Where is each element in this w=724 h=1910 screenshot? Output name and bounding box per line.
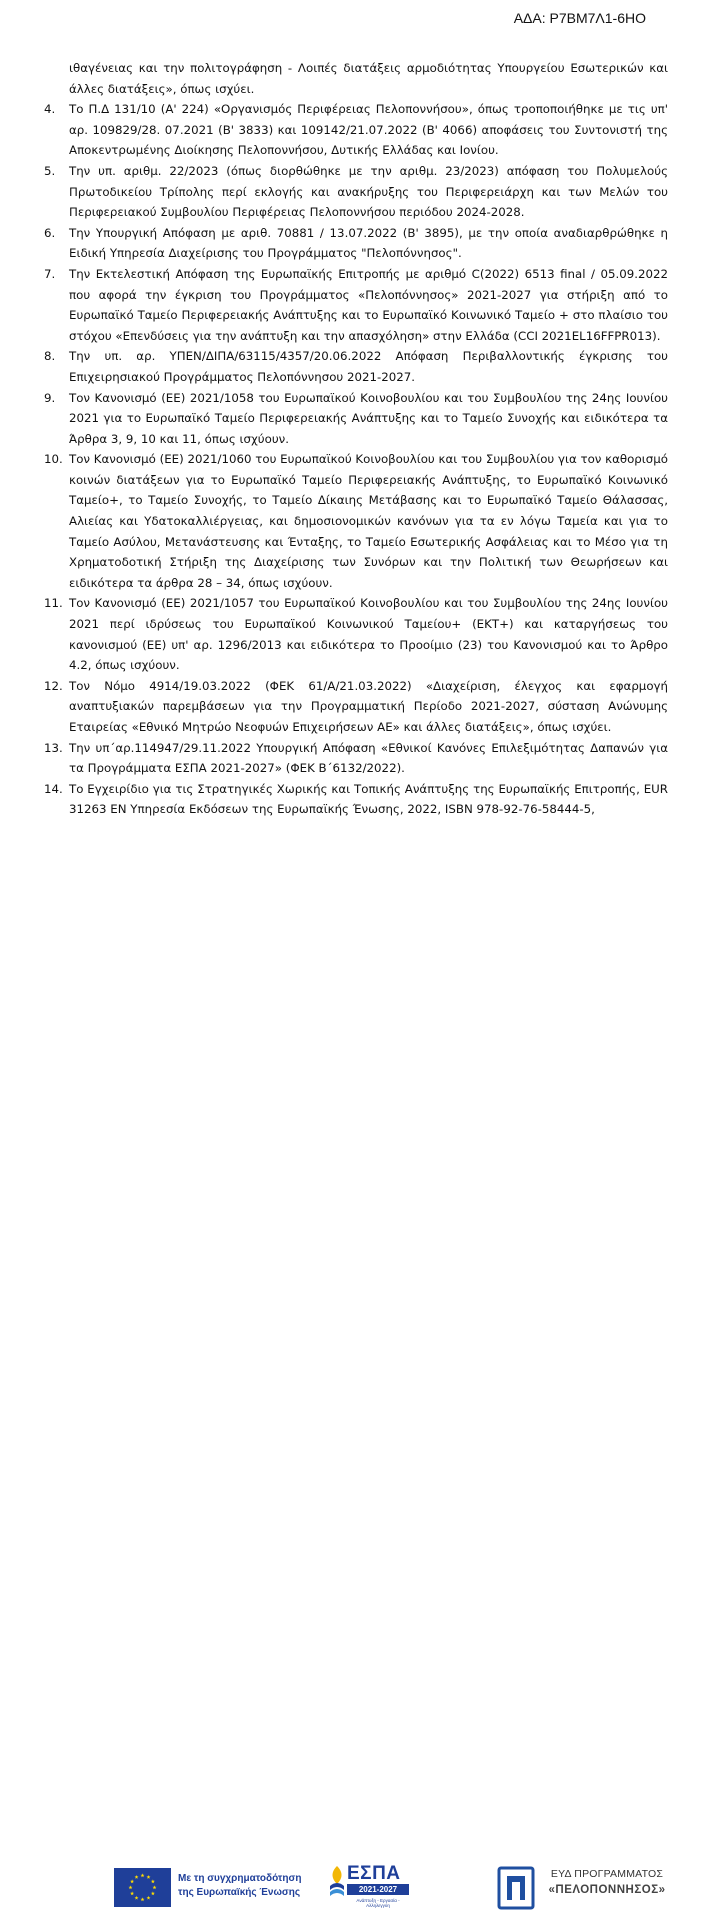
list-item	[44, 388, 668, 450]
footer-logos	[0, 928, 724, 1908]
list-item-number: 9.	[44, 390, 56, 405]
list-item	[44, 161, 668, 223]
list-item-number: 7.	[44, 266, 56, 281]
espa-emblem-icon	[328, 1864, 346, 1898]
list-item-text: Τον Νόμο 4914/19.03.2022 (ΦΕΚ 61/Α/21.03.2022) «Διαχείριση, έλεγχος και εφαρμογή αναπτυξιακών παρεμβάσεων για την Προγραμματική Περίοδο 2021-2027, σύσταση Ανώνυμης Εταιρείας «Εθνικό Μητρώο Νεοφυών Επιχειρήσεων ΑΕ» και άλλες διατάξεις», όπως ισχύει.	[69, 678, 668, 734]
list-item	[44, 223, 668, 264]
peloponnisos-program-label: ΕΥΔ ΠΡΟΓΡΑΜΜΑΤΟΣ	[550, 1868, 664, 1880]
list-item-number: 4.	[44, 102, 56, 117]
eu-flag-icon	[114, 1868, 171, 1907]
espa-tagline: Ανάπτυξη - Εργασία - Αλληλεγγύη	[356, 1898, 400, 1908]
list-item	[44, 449, 668, 593]
document-body	[44, 58, 668, 820]
list-item-number: 12.	[44, 678, 63, 693]
list-item	[44, 738, 668, 779]
list-item-text: Την Υπουργική Απόφαση με αριθ. 70881 / 13.07.2022 (Β' 3895), με την οποία αναδιαρθρώθηκε η Ειδική Υπηρεσία Διαχείρισης του Προγράμματος "Πελοπόννησος".	[69, 225, 668, 261]
list-item-text: Τον Κανονισμό (ΕΕ) 2021/1057 του Ευρωπαϊκού Κοινοβουλίου και του Συμβουλίου της 24ης Ιουνίου 2021 περί ιδρύσεως του Ευρωπαϊκού Κοινωνικού Ταμείου+ (ΕΚΤ+) και καταργήσεως του κανονισμού (ΕΕ) υπ' αρ. 1296/2013 και ειδικότερα το Προοίμιο (23) του Κανονισμού και το Άρθρο 4.2, όπως ισχύουν.	[69, 596, 668, 673]
list-item	[44, 676, 668, 738]
list-item-text: Την υπ΄αρ.114947/29.11.2022 Υπουργική Απόφαση «Εθνικοί Κανόνες Επιλεξιμότητας Δαπανών για τα Προγράμματα ΕΣΠΑ 2021-2027» (ΦΕΚ Β΄6132/2022).	[69, 740, 668, 776]
peloponnisos-logo-icon	[497, 1866, 535, 1910]
list-item-number: 10.	[44, 452, 63, 467]
espa-years: 2021-2027	[347, 1884, 409, 1895]
list-item	[44, 593, 668, 675]
espa-name: ΕΣΠΑ	[347, 1863, 401, 1884]
list-item-number: 8.	[44, 349, 56, 364]
list-item	[44, 264, 668, 346]
list-item-number: 5.	[44, 163, 56, 178]
list-item-number: 6.	[44, 225, 56, 240]
list-item	[44, 779, 668, 820]
list-item	[44, 346, 668, 387]
list-item-text: Τον Κανονισμό (ΕΕ) 2021/1060 του Ευρωπαϊκού Κοινοβουλίου και του Συμβουλίου για τον καθορισμό κοινών διατάξεων για το Ευρωπαϊκό Ταμείο Περιφερειακής Ανάπτυξης, το Ευρωπαϊκό Κοινωνικό Ταμείο+, το Ταμείο Συνοχής, το Ταμείο Δίκαιης Μετάβασης και το Ευρωπαϊκό Ταμείο Θάλασσας, Αλιείας και Υδατοκαλλιέργειας, και δημοσιονομικών κανόνων για τα εν λόγω Ταμεία και για το Ταμείο Ασύλου, Μετανάστευσης και Ένταξης, το Ταμείο Εσωτερικής Ασφάλειας και το Μέσο για τη Χρηματοδοτική Στήριξη της Διαχείρισης των Συνόρων και την Πολιτική των Θεωρήσεων και ειδικότερα τα άρθρα 28 – 34, όπως ισχύουν.	[69, 452, 668, 590]
list-item-number: 13.	[44, 740, 63, 755]
eu-cofunded-line1: Με τη συγχρηματοδότηση	[178, 1873, 302, 1884]
list-item	[44, 99, 668, 161]
espa-logo	[328, 1860, 410, 1910]
list-item-number: 11.	[44, 596, 63, 611]
list-item-number: 14.	[44, 781, 63, 796]
list-item-text: Την Εκτελεστική Απόφαση της Ευρωπαϊκής Επιτροπής με αριθμό C(2022) 6513 final / 05.09.2022 που αφορά την έγκριση του Προγράμματος «Πελοπόννησος» 2021-2027 για στήριξη από το Ευρωπαϊκό Ταμείο Περιφερειακής Ανάπτυξης και το Ευρωπαϊκό Κοινωνικό Ταμείο + στο πλαίσιο του στόχου «Επενδύσεις για την ανάπτυξη και την απασχόληση» στην Ελλάδα (CCI 2021EL16FFPR013).	[69, 266, 668, 343]
ada-code: ΑΔΑ: Ρ7ΒΜ7Λ1-6ΗΟ	[513, 10, 646, 26]
peloponnisos-program-name: «ΠΕΛΟΠΟΝΝΗΣΟΣ»	[548, 1884, 666, 1896]
list-item-text: Το Π.Δ 131/10 (Α' 224) «Οργανισμός Περιφέρειας Πελοποννήσου», όπως τροποποιήθηκε με τις υπ' αρ. 109829/28. 07.2021 (Β' 3833) και 109142/21.07.2022 (Β' 4066) αποφάσεις του Συντονιστή της Αποκεντρωμένης Διοίκησης Πελοποννήσου, Δυτικής Ελλάδας και Ιονίου.	[69, 102, 668, 158]
eu-cofunded-line2: της Ευρωπαϊκής Ένωσης	[178, 1887, 301, 1898]
list-item-text: Την υπ. αριθμ. 22/2023 (όπως διορθώθηκε με την αριθμ. 23/2023) απόφαση του Πολυμελούς Πρωτοδικείου Τρίπολης περί εκλογής και ανακήρυξης του Περιφερειάρχη και των Μελών του Περιφερειακού Συμβουλίου Περιφέρειας Πελοποννήσου περιόδου 2024-2028.	[69, 163, 668, 220]
eu-cofunded-text	[178, 1872, 318, 1900]
list-item-text: Το Εγχειρίδιο για τις Στρατηγικές Χωρικής και Τοπικής Ανάπτυξης της Ευρωπαϊκής Επιτροπής, EUR 31263 EN Υπηρεσία Εκδόσεων της Ευρωπαϊκής Ένωσης, 2022, ISBN 978-92-76-58444-5,	[69, 781, 668, 817]
intro-paragraph: ιθαγένειας και την πολιτογράφηση - Λοιπές διατάξεις αρμοδιότητας Υπουργείου Εσωτερικών και άλλες διατάξεις», όπως ισχύει.	[69, 61, 668, 96]
list-item-text: Τον Κανονισμό (ΕΕ) 2021/1058 του Ευρωπαϊκού Κοινοβουλίου και του Συμβουλίου της 24ης Ιουνίου 2021 για το Ευρωπαϊκό Ταμείο Περιφερειακής Ανάπτυξης και το Ταμείο Συνοχής και ειδικότερα τα Άρθρα 3, 9, 10 και 11, όπως ισχύουν.	[69, 390, 668, 446]
list-item-text: Την υπ. αρ. ΥΠΕΝ/ΔΙΠΑ/63115/4357/20.06.2022 Απόφαση Περιβαλλοντικής έγκρισης του Επιχειρησιακού Προγράμματος Πελοπόννησου 2021-2027.	[69, 349, 668, 384]
